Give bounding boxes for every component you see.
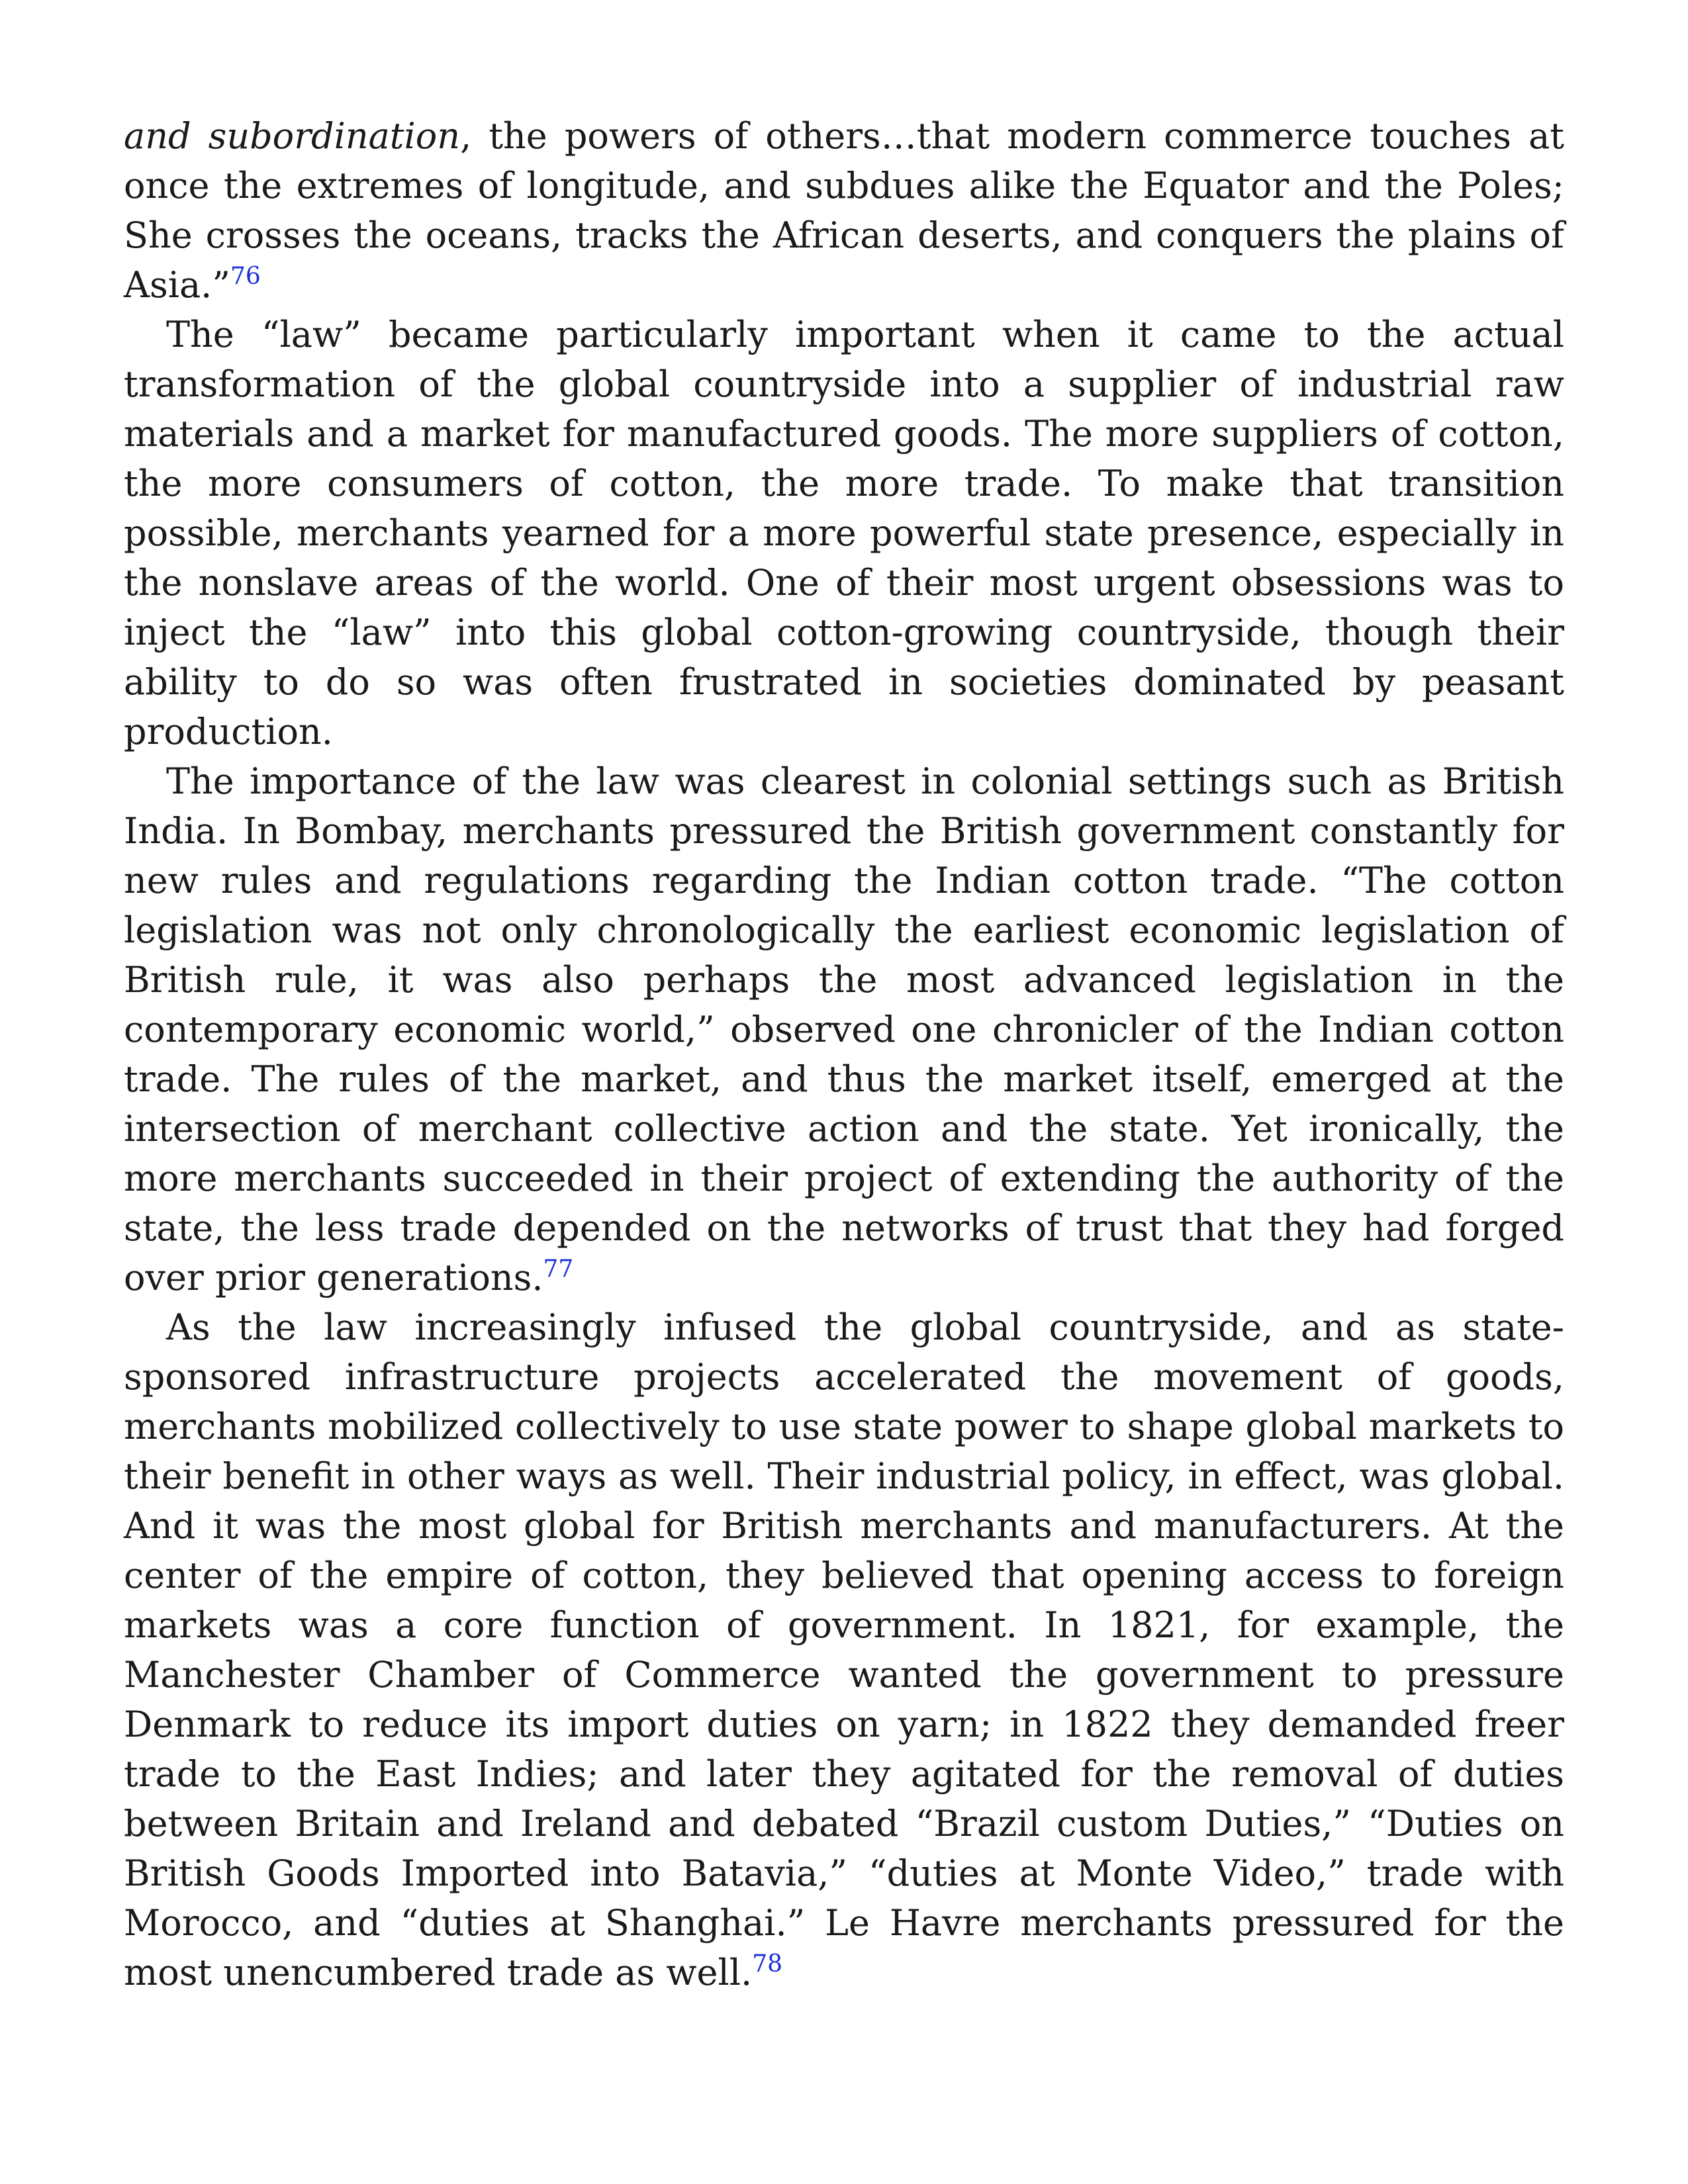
paragraph-text: The “law” became particularly important when it came to the actual transformation of the global countryside into a supplier of industrial raw materials and a market for manufactured goods. The more suppliers of cotton, the more consumers of cotton, the more trade. To make that transition possible, merchants yearned for a more powerful state presence, especially in the nonslave areas of the world. One of their most urgent obsessions was to inject the “law” into this global cotton-growing countryside, though their ability to do so was often frustrated in societies dominated by peasant production. <box>124 314 1564 752</box>
paragraph-2 <box>124 310 1564 756</box>
paragraph-3 <box>124 756 1564 1302</box>
paragraph-text: As the law increasingly infused the global countryside, and as state-sponsored infrastructure projects accelerated the movement of goods, merchants mobilized collectively to use state power to shape global markets to their benefit in other ways as well. Their industrial policy, in effect, was global. And it was the most global for British merchants and manufacturers. At the center of the empire of cotton, they believed that opening access to foreign markets was a core function of government. In 1821, for example, the Manchester Chamber of Commerce wanted the government to pressure Denmark to reduce its import duties on yarn; in 1822 they demanded freer trade to the East Indies; and later they agitated for the removal of duties between Britain and Ireland and debated “Brazil custom Duties,” “Duties on British Goods Imported into Batavia,” “duties at Monte Video,” trade with Morocco, and “duties at Shanghai.” Le Havre merchants pressured for the most unencumbered trade as well. <box>124 1306 1564 1993</box>
footnote-link-77[interactable]: 77 <box>543 1255 574 1283</box>
paragraph-text: The importance of the law was clearest in colonial settings such as British India. In Bombay, merchants pressured the British government constantly for new rules and regulations regarding the Indian cotton trade. “The cotton legislation was not only chronologically the earliest economic legislation of British rule, it was also perhaps the most advanced legislation in the contemporary economic world,” observed one chronicler of the Indian cotton trade. The rules of the market, and thus the market itself, emerged at the intersection of merchant collective action and the state. Yet ironically, the more merchants succeeded in their project of extending the authority of the state, the less trade depended on the networks of trust that they had forged over prior generations. <box>124 760 1564 1298</box>
book-page <box>124 111 1564 1997</box>
paragraph-4 <box>124 1302 1564 1997</box>
footnote-link-78[interactable]: 78 <box>752 1950 783 1978</box>
paragraph-text: , the powers of others…that modern commerce touches at once the extremes of longitude, and subdues alike the Equator and the Poles; She crosses the oceans, tracks the African deserts, and conquers the plains of Asia.” <box>124 115 1564 306</box>
paragraph-1 <box>124 111 1564 310</box>
footnote-link-76[interactable]: 76 <box>230 263 261 290</box>
italic-phrase: and subordination <box>124 115 461 157</box>
